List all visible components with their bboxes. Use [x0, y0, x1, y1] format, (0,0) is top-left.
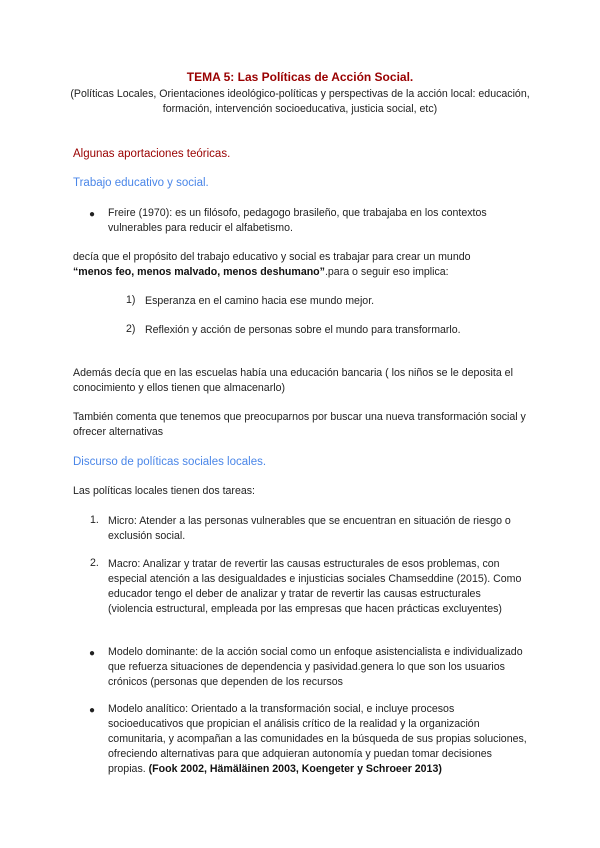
section-heading-discurso: Discurso de políticas sociales locales. [73, 456, 267, 468]
list-number: 2) [126, 323, 136, 335]
list-item-esperanza: Esperanza en el camino hacia ese mundo mejor. [145, 295, 375, 307]
tarea-macro: Macro: Analizar y tratar de revertir las causas estructurales de esos problemas, con especial atención a las desigualdades e injusticias sociales Chamseddine (2015). Como educador tengo el deber de analizar y tratar de revertir las causas estructurales (violencia estructural, empleada por las empresas que hacen prácticas excluyentes) [108, 558, 522, 615]
tareas-intro: Las políticas locales tienen dos tareas: [73, 485, 255, 497]
decia-prefix: decía que el propósito del trabajo educativo y social es trabajar para crear un mundo [73, 251, 471, 263]
transformacion-paragraph: También comenta que tenemos que preocuparnos por buscar una nueva transformación social y ofrecer alternativas [73, 411, 526, 438]
freire-item: Freire (1970): es un filósofo, pedagogo brasileño, que trabajaba en los contextos vulnerables para reducir el alfabetismo. [108, 207, 487, 234]
decia-suffix: .para o seguir eso implica: [324, 266, 449, 278]
list-number: 2. [90, 557, 99, 569]
tarea-micro: Micro: Atender a las personas vulnerables que se encuentran en situación de riesgo o exclusión social. [108, 515, 511, 542]
bullet-icon: ● [89, 648, 96, 659]
modelo-analitico-citation: (Fook 2002, Hämäläinen 2003, Koengeter y Schroeer 2013) [148, 763, 442, 775]
list-item-reflexion: Reflexión y acción de personas sobre el mundo para transformarlo. [145, 324, 461, 336]
section-heading-aportaciones: Algunas aportaciones teóricas. [73, 148, 231, 160]
page-subtitle: (Políticas Locales, Orientaciones ideológico-políticas y perspectivas de la acción local: educación, formación, intervención socioeducativa, justicia social, etc) [70, 88, 530, 115]
list-number: 1) [126, 294, 136, 306]
modelo-analitico-item [108, 702, 528, 777]
decia-quote: “menos feo, menos malvado, menos deshumano” [73, 266, 325, 278]
bullet-icon: ● [89, 705, 96, 716]
section-heading-trabajo: Trabajo educativo y social. [73, 177, 209, 189]
decia-paragraph [73, 250, 533, 280]
modelo-analitico-text: Modelo analítico: Orientado a la transformación social, e incluye procesos socioeducativos que propician el análisis crítico de la realidad y la organización comunitaria, y acompañan a las comunidades en la búsqueda de sus propias soluciones, ofreciendo alternativas para que adquieran autonomía y puedan tomar decisiones propias. [108, 703, 527, 775]
bullet-icon: ● [89, 209, 96, 220]
modelo-dominante-item: Modelo dominante: de la acción social como un enfoque asistencialista e individualizado que refuerza situaciones de dependencia y pasividad.genera lo que son los usuarios crónicos (personas que dependen de los recursos [108, 646, 523, 688]
bancaria-paragraph: Además decía que en las escuelas había una educación bancaria ( los niños se le deposita el conocimiento y ellos tienen que almacenarlo) [73, 367, 513, 394]
page-title: TEMA 5: Las Políticas de Acción Social. [186, 70, 414, 84]
list-number: 1. [90, 514, 99, 526]
